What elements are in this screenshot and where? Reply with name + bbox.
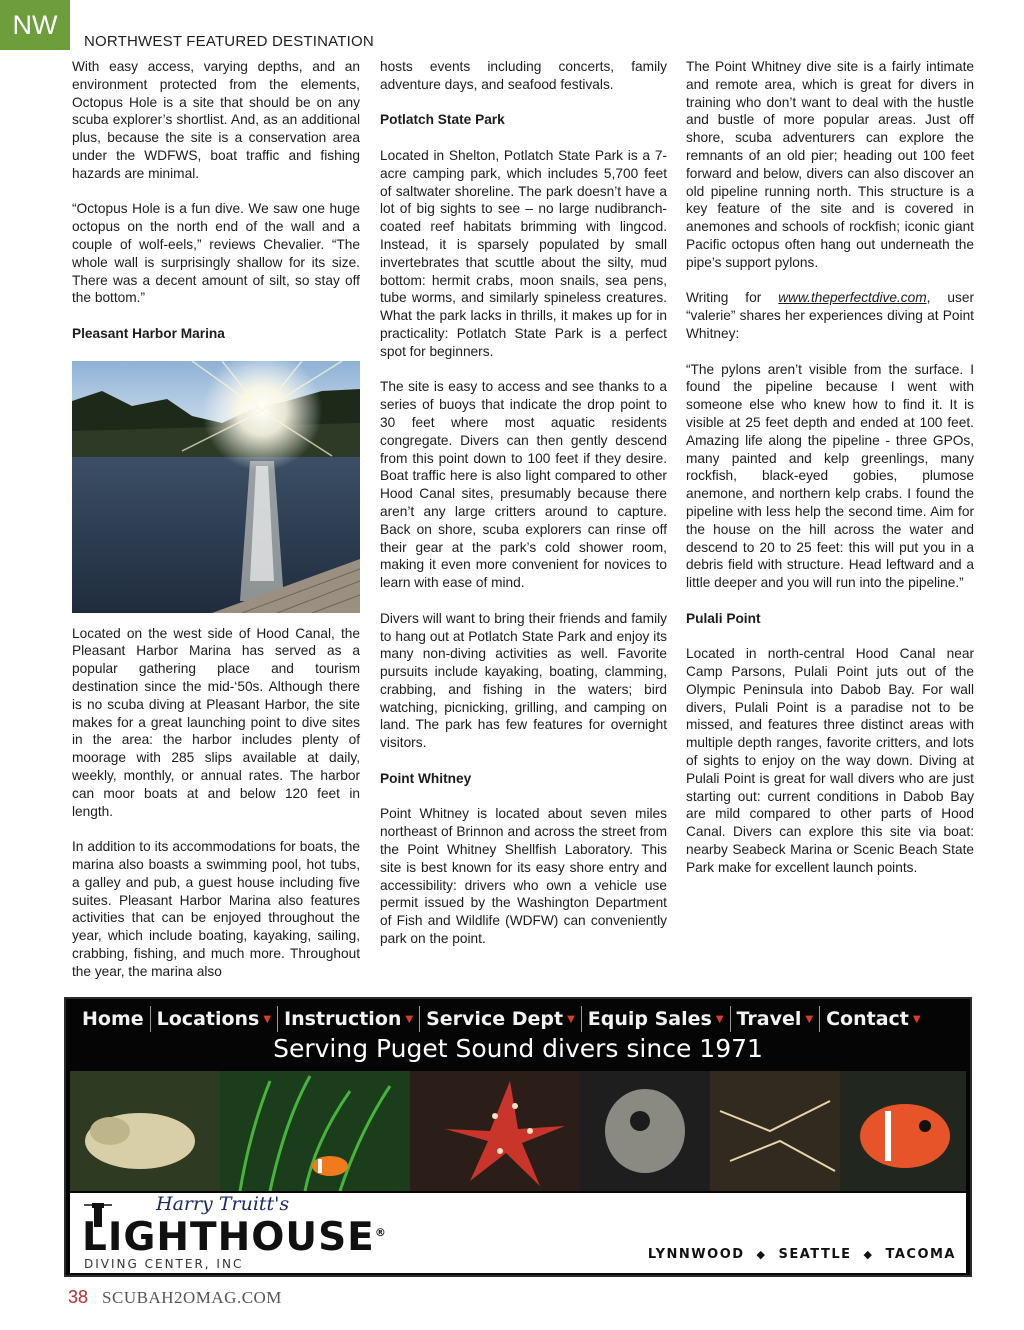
location-lynnwood: LYNNWOOD [647,1247,745,1262]
ad-nav-contact[interactable]: Contact ▼ [826,1008,921,1030]
store-locations [648,1247,956,1262]
heading-pleasant-harbor: Pleasant Harbor Marina [72,325,225,341]
ad-tagline: Serving Puget Sound divers since 1971 [273,1034,763,1063]
lighthouse-advertisement[interactable] [64,997,972,1277]
heading-point-whitney: Point Whitney [380,770,472,786]
paragraph-octopus-hole: With easy access, varying depths, and an environment protected from the elements, Octopus Hole is a site that should be on any scuba explorer’s shortlist. And, as an additional plus, because the site is a conservation area under the WDFWS, boat traffic and fishing hazards are minimal. [72,59,360,181]
ad-nav-travel[interactable]: Travel ▼ [736,1008,814,1030]
pleasant-harbor-photo [72,361,360,613]
ad-nav-equip-sales[interactable]: Equip Sales ▼ [587,1008,724,1030]
paragraph-chevalier-quote: “Octopus Hole is a fun dive. We saw one huge octopus on the north end of the wall and a couple of wolf-eels,” reviews Chevalier. “The whole wall is surprisingly shallow for its size. There was a decent amount of silt, so stay off the bottom.” [72,201,360,306]
heading-potlatch: Potlatch State Park [380,112,505,128]
paragraph-point-whitney-site: The Point Whitney dive site is a fairly intimate and remote area, which is great for divers in training who don’t want to deal with the hustle and bustle of more popular areas. Just off shore, scuba adventurers can explore the remnants of an old pier; heading out 100 feet forward and below, divers can also discover an old pipeline running north. This structure is a key feature of the site and is covered in anemones and schools of rockfish; iconic giant Pacific octopus often hang out underneath the pipe’s support pylons. [686,59,974,270]
ad-nav-home[interactable]: Home [82,1008,144,1030]
article-column-2 [380,58,667,966]
location-tacoma: TACOMA [885,1247,956,1262]
chevron-down-icon: ▼ [567,1013,575,1025]
chevron-down-icon: ▼ [715,1013,724,1025]
paragraph-point-whitney-intro: Point Whitney is located about seven miles northeast of Brinnon and across the street from the Point Whitney Shellfish Laboratory. This site is best known for its easy shore entry and accessibility: drivers who own a vehicle use permit issued by the Washington Department of Fish and Wildlife (WDFW) can conveniently park on the point. [380,806,667,947]
chevron-down-icon: ▼ [912,1013,921,1025]
footer-site-name: SCUBAH2OMAG.COM [102,1288,282,1307]
section-badge: NW [0,0,70,50]
logo-subtitle: DIVING CENTER, INC [84,1257,244,1271]
chevron-down-icon: ▼ [263,1013,272,1025]
logo-main-text: LIGHTHOUSE® [82,1215,387,1260]
perfectdive-prefix: Writing for [686,290,779,306]
diamond-icon: ◆ [863,1248,874,1261]
reef-collage-image [70,1071,966,1191]
paragraph-pulali-point: Located in north-central Hood Canal near Camp Parsons, Pulali Point juts out of the Olympic Peninsula into Dabob Bay. For wall divers, Pulali Point is a paradise not to be missed, and features three distinct areas with multiple depth ranges, favorite critters, and lots of sights to enjoy on the way down. Diving at Pulali Point is great for wall divers who are just starting out: current conditions in Dabob Bay are mild compared to other parts of Hood Canal. Divers can explore this site via boat: nearby Seabeck Marina or Scenic Beach State Park make for excellent launch points. [686,646,974,875]
section-title: NORTHWEST FEATURED DESTINATION [84,33,374,50]
article-column-1 [72,58,360,998]
ad-nav-locations[interactable]: Locations ▼ [156,1008,272,1030]
ad-nav-instruction[interactable]: Instruction ▼ [284,1008,414,1030]
perfectdive-link[interactable]: www.theperfectdive.com [778,290,927,306]
chevron-down-icon: ▼ [805,1013,814,1025]
perfectdive-suffix: , user “valerie” shares her experiences diving at Point Whitney: [686,290,975,341]
paragraph-pleasant-harbor-location: Located on the west side of Hood Canal, the Pleasant Harbor Marina has served as a popular gathering place and tourism destination since the mid-‘50s. Although there is no scuba diving at Pleasant Harbor, the site makes for a great launching point to dive sites in the area: the harbor includes plenty of moorage with 285 slips available at daily, weekly, monthly, or annual rates. The harbor can moor boats at and below 120 feet in length. [72,625,360,819]
chevron-down-icon: ▼ [405,1013,414,1025]
paragraph-events: hosts events including concerts, family adventure days, and seafood festivals. [380,59,667,92]
diamond-icon: ◆ [756,1248,767,1261]
ad-nav-service-dept[interactable]: Service Dept ▼ [426,1008,575,1030]
paragraph-valerie-quote: “The pylons aren’t visible from the surface. I found the pipeline because I went with someone else who knew how to find it. It is visible at 25 feet depth and ended at 100 feet. Amazing life along the pipeline - three GPOs, many painted and kelp greenlings, many rockfish, black-eyed gobies, plumose anemone, and northern kelp crabs. I found the pipeline with less help the second time. Aim for the house on the hill across the water and descend to 20 to 25 feet: this will put you in a debris field with structure. Head leftward and a little deeper and you will run into the pipeline.” [686,361,974,591]
paragraph-potlatch-intro: Located in Shelton, Potlatch State Park is a 7-acre camping park, which includes 5,700 feet of saltwater shoreline. The park doesn’t have a lot of big sights to see – no large nudibranch-coated reef habitats brimming with lingcod. Instead, it is sparsely populated by small invertebrates that scuttle about the silty, mud bottom: hermit crabs, moon snails, sea pens, tube worms, and similarly spineless creatures. What the park lacks in thrills, it makes up for in practicality: Potlatch State Park is a perfect spot for beginners. [380,147,667,359]
heading-pulali-point: Pulali Point [686,610,761,626]
logo-script-text: Harry Truitt's [156,1193,290,1215]
page-footer [68,1287,282,1308]
page-number: 38 [68,1287,89,1307]
ad-logo-strip [70,1193,966,1273]
location-seattle: SEATTLE [778,1247,852,1262]
ad-nav-bar [66,999,970,1039]
paragraph-perfectdive-intro [686,289,974,342]
paragraph-potlatch-access: The site is easy to access and see thanks to a series of buoys that indicate the drop point to 30 feet where most aquatic residents congregate. Divers can then gently descend from this point down to 100 feet if they desire. Boat traffic here is also light compared to other Hood Canal sites, presumably because there aren’t any large critters around to capture. Back on shore, scuba explorers can rinse off their gear at the park’s cold shower room, making it even more convenient for novices to learn with ease of mind. [380,379,667,591]
paragraph-potlatch-activities: Divers will want to bring their friends and family to hang out at Potlatch State Park and enjoy its many non-diving activities as well. Favorite pursuits include kayaking, boating, clamming, crabbing, and fishing in the waters; bird watching, picnicking, grilling, and camping on land. The park has few features for overnight visitors. [380,610,667,751]
registered-mark: ® [374,1226,387,1239]
article-column-3 [686,58,974,894]
paragraph-pleasant-harbor-amenities: In addition to its accommodations for boats, the marina also boasts a swimming pool, hot tubs, a galley and pub, a guest house including five suites. Pleasant Harbor Marina also features activities that can be enjoyed throughout the year, which include boating, kayaking, sailing, crabbing, fishing, and much more. Throughout the year, the marina also [72,839,360,979]
